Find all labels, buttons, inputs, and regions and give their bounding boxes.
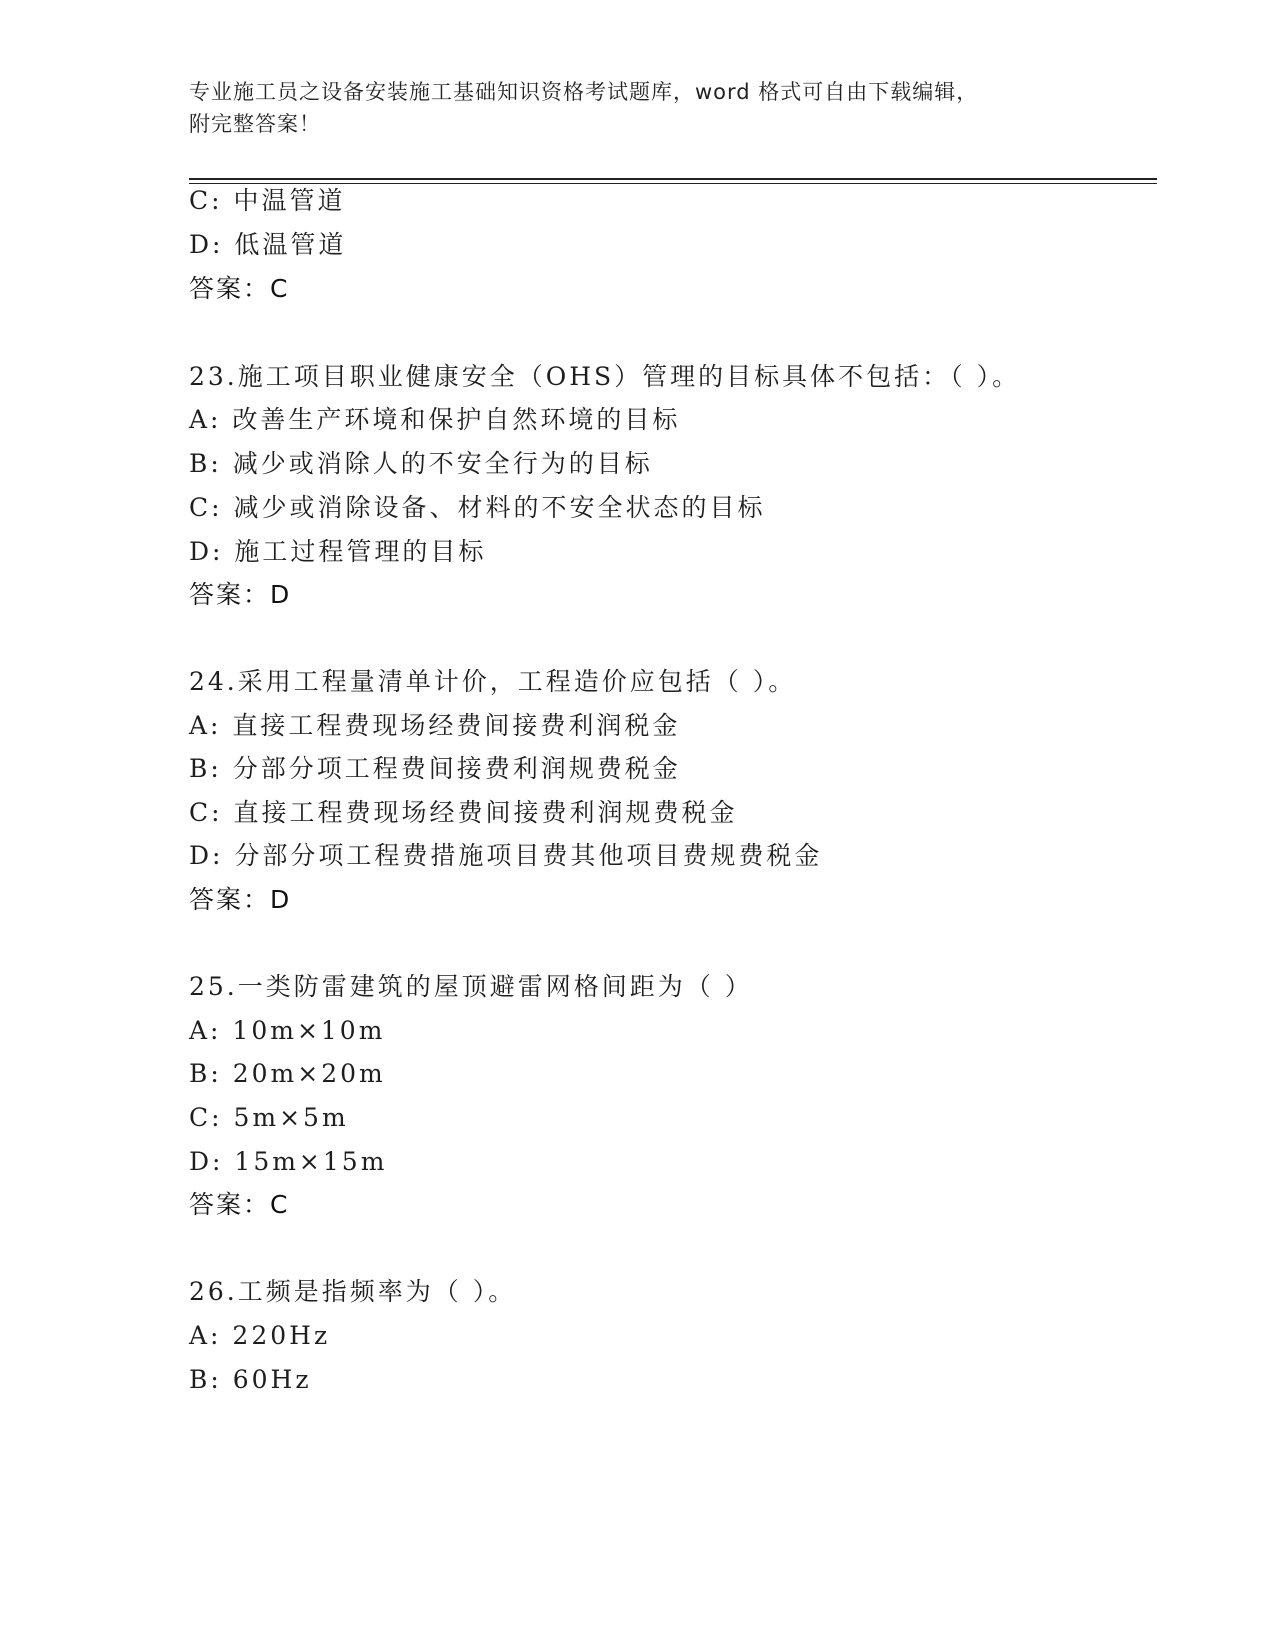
q22-option-c: C: 中温管道 [189, 186, 346, 215]
q25-option-b: B: 20m×20m [189, 1059, 386, 1088]
q24-option-c: C: 直接工程费现场经费间接费利润规费税金 [189, 798, 738, 827]
q23-option-b: B: 减少或消除人的不安全行为的目标 [189, 449, 653, 478]
q22-option-d: D: 低温管道 [189, 230, 347, 259]
q23-question: 23.施工项目职业健康安全（OHS）管理的目标具体不包括：（ ）。 [189, 362, 1021, 391]
header-line-1: 专业施工员之设备安装施工基础知识资格考试题库，word 格式可自由下载编辑， [189, 80, 979, 104]
q24-question: 24.采用工程量清单计价，工程造价应包括（ ）。 [189, 667, 797, 696]
q24-option-a: A: 直接工程费现场经费间接费利润税金 [189, 711, 681, 740]
header-divider-thin [189, 183, 1157, 184]
q24-option-b: B: 分部分项工程费间接费利润规费税金 [189, 754, 681, 783]
q22-answer: 答案：C [189, 274, 290, 303]
q25-option-c: C: 5m×5m [189, 1103, 349, 1132]
q26-option-b: B: 60Hz [189, 1365, 312, 1394]
q25-question: 25.一类防雷建筑的屋顶避雷网格间距为（ ） [189, 972, 753, 1001]
q26-option-a: A: 220Hz [189, 1321, 331, 1350]
q23-option-d: D: 施工过程管理的目标 [189, 537, 487, 566]
q26-question: 26.工频是指频率为（ ）。 [189, 1277, 517, 1306]
q24-answer: 答案：D [189, 885, 292, 914]
q25-option-d: D: 15m×15m [189, 1147, 388, 1176]
q23-option-c: C: 减少或消除设备、材料的不安全状态的目标 [189, 493, 766, 522]
q24-option-d: D: 分部分项工程费措施项目费其他项目费规费税金 [189, 841, 823, 870]
q23-option-a: A: 改善生产环境和保护自然环境的目标 [189, 405, 681, 434]
header-divider-thick [189, 178, 1157, 180]
document-header [189, 76, 1089, 140]
q25-option-a: A: 10m×10m [189, 1016, 386, 1045]
header-line-2: 附完整答案！ [189, 112, 321, 136]
q25-answer: 答案：C [189, 1190, 290, 1219]
q23-answer: 答案：D [189, 580, 292, 609]
